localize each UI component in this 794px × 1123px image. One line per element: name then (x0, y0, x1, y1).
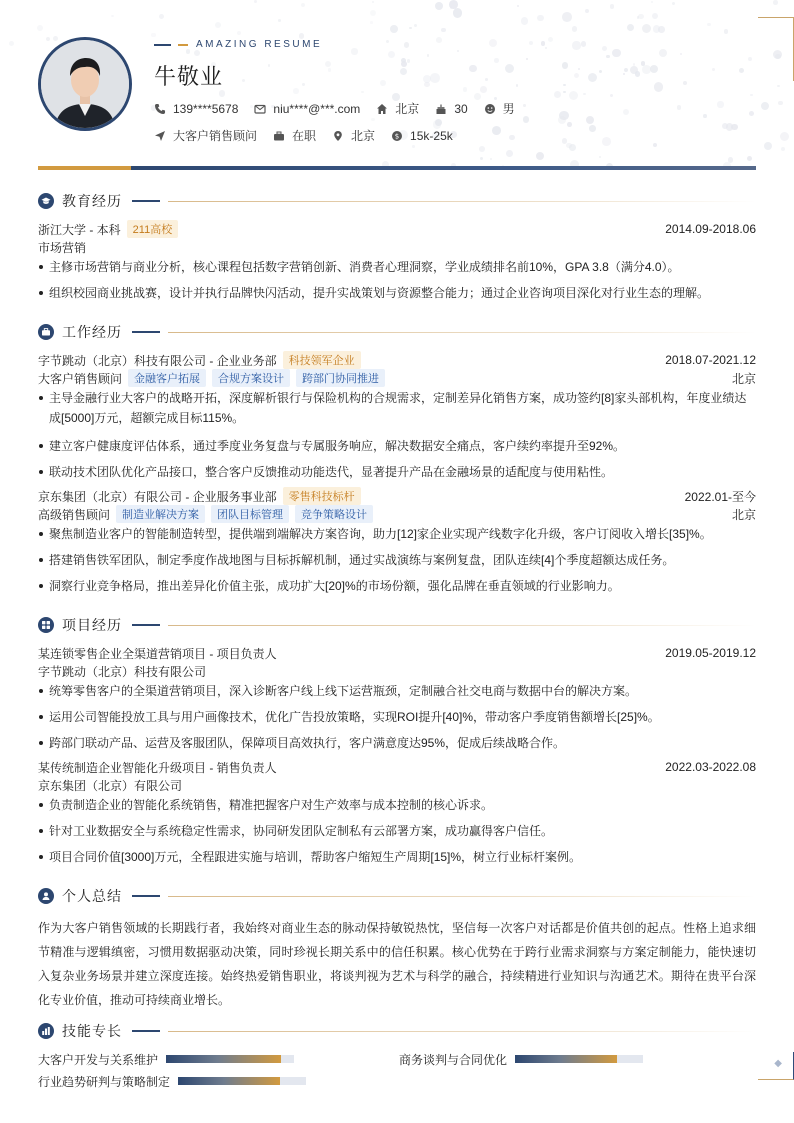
phone-item (154, 102, 238, 116)
skill-item (38, 1073, 306, 1089)
project-entry-header (38, 758, 756, 776)
job-role: 大客户销售顾问 (38, 371, 123, 386)
major: 市场营销 (38, 240, 87, 255)
corner-decoration-bottom-right (758, 1052, 794, 1080)
skill-level-bar (166, 1055, 294, 1063)
section-title-summary (38, 886, 756, 906)
briefcase-icon (273, 130, 285, 142)
company-tag: 科技领军企业 (283, 351, 361, 369)
candidate-name: 牛敬业 (154, 64, 224, 89)
section-title-projects (38, 615, 756, 635)
skill-name: 大客户开发与关系维护 (38, 1052, 159, 1067)
project-company-row (38, 776, 756, 794)
company-tag: 零售科技标杆 (283, 487, 361, 505)
list-item: 项目合同价值[3000]万元，全程跟进实施与培训，帮助客户缩短生产周期[15]%，树立行业标杆案例。 (38, 847, 756, 867)
job-entry-header (38, 487, 756, 505)
section-title-work (38, 322, 756, 342)
status-value: 在职 (292, 129, 317, 143)
money-icon (391, 130, 403, 142)
project-name: 某连锁零售企业全渠道营销项目 - 项目负责人 (38, 646, 277, 661)
target-city-value: 北京 (351, 129, 376, 143)
gender-item (484, 100, 515, 117)
company-name: 字节跳动（北京）科技有限公司 - 企业业务部 (38, 353, 277, 368)
salary-item (391, 129, 453, 143)
skill-item (399, 1051, 643, 1067)
location-value: 北京 (395, 102, 420, 116)
job-entry-header (38, 351, 756, 369)
list-item: 联动技术团队优化产品接口，整合客户反馈推动功能迭代，显著提升产品在金融场景的适配度与使用粘性。 (38, 462, 756, 482)
list-item: 针对工业数据安全与系统稳定性需求，协同研发团队定制私有云部署方案，成功赢得客户信任。 (38, 821, 756, 841)
status-item (273, 127, 316, 144)
school-tag: 211高校 (127, 220, 179, 238)
job-role-row (38, 505, 756, 523)
target-position-item (154, 127, 257, 144)
list-item: 负责制造企业的智能化系统销售，精准把握客户对生产效率与成本控制的核心诉求。 (38, 795, 756, 815)
age-value: 30 (454, 101, 468, 116)
list-item: 跨部门联动产品、运营及客服团队，保障项目高效执行，客户满意度达95%，促成后续战略合作。 (38, 733, 756, 753)
avatar (38, 37, 132, 131)
skill-level-bar (178, 1077, 306, 1085)
email-icon (254, 103, 266, 115)
list-item: 主导金融行业大客户的战略开拓，深度解析银行与保险机构的合规需求，定制差异化销售方案，成功签约[8]家头部机构，年度业绩达成[5000]万元，超额完成目标115%。 (38, 388, 756, 428)
diamond-icon: ◆ (774, 1058, 782, 1069)
target-city-item (332, 127, 375, 144)
list-item: 运用公司智能投放工具与用户画像技术，优化广告投放策略，实现ROI提升[40]%，带动客户季度销售额增长[25]%。 (38, 707, 756, 727)
location-item (376, 100, 419, 117)
section-heading: 工作经历 (62, 324, 122, 340)
school-name: 浙江大学 - 本科 (38, 222, 121, 237)
header-divider-bar (38, 166, 756, 170)
svg-text:$: $ (394, 132, 400, 141)
graduation-cap-icon (38, 193, 54, 209)
gender-value: 男 (502, 102, 515, 116)
skill-level-bar (515, 1055, 643, 1063)
phone-value: 139****5678 (173, 101, 239, 116)
education-entry-header (38, 220, 756, 238)
education-dates: 2014.09-2018.06 (665, 222, 756, 236)
age-item (435, 102, 467, 116)
target-position-value: 大客户销售顾问 (173, 129, 258, 143)
cake-icon (435, 103, 447, 115)
job-role-row (38, 369, 756, 387)
briefcase-icon (38, 324, 54, 340)
skill-tag: 制造业解决方案 (116, 505, 205, 523)
skill-name: 商务谈判与合同优化 (399, 1052, 508, 1067)
project-company: 京东集团（北京）有限公司 (38, 778, 183, 793)
user-icon (38, 888, 54, 904)
list-item: 统筹零售客户的全渠道营销项目，深入诊断客户线上线下运营瓶颈，定制融合社交电商与数据中台的解决方案。 (38, 681, 756, 701)
section-title-education (38, 191, 756, 211)
grid-icon (38, 617, 54, 633)
home-icon (376, 103, 388, 115)
face-icon (484, 103, 496, 115)
project-entry-header (38, 644, 756, 662)
list-item: 主修市场营销与商业分析，核心课程包括数字营销创新、消费者心理洞察，学业成绩排名前10%，GPA 3.8（满分4.0）。 (38, 257, 756, 277)
job-intent-row (154, 127, 469, 144)
tagline-text: AMAZING RESUME (196, 39, 323, 50)
project-dates: 2019.05-2019.12 (665, 646, 756, 660)
project-company: 字节跳动（北京）科技有限公司 (38, 664, 207, 679)
corner-decoration-top-right (758, 17, 794, 81)
tagline (154, 39, 322, 50)
job-dates: 2018.07-2021.12 (665, 353, 756, 367)
section-heading: 技能专长 (62, 1023, 122, 1039)
skill-tag: 金融客户拓展 (128, 369, 206, 387)
job-role: 高级销售顾问 (38, 507, 111, 522)
skill-name: 行业趋势研判与策略制定 (38, 1074, 171, 1089)
company-name: 京东集团（北京）有限公司 - 企业服务事业部 (38, 489, 277, 504)
project-dates: 2022.03-2022.08 (665, 760, 756, 774)
project-company-row (38, 662, 756, 680)
summary-text: 作为大客户销售领域的长期践行者，我始终对商业生态的脉动保持敏锐热忱，坚信每一次客户对话都是价值共创的起点。性格上追求细节精准与逻辑缜密，习惯用数据驱动决策，同时珍视长期关系中的信任积累。核心优势在于跨行业需求洞察与方案定制能力，能快速切入复杂业务场景并建立深度连接。始终热爱销售职业，将谈判视为艺术与科学的融合，持续精进行业知识与沟通艺术。期待在贵平台深化专业价值，推动可持续商业增长。 (38, 921, 756, 1007)
project-name: 某传统制造企业智能化升级项目 - 销售负责人 (38, 760, 277, 775)
section-heading: 项目经历 (62, 617, 122, 633)
email-item (254, 102, 360, 116)
section-title-skills (38, 1021, 756, 1041)
skill-tag: 跨部门协同推进 (296, 369, 385, 387)
skill-tag: 竞争策略设计 (295, 505, 373, 523)
email-value: niu****@***.com (273, 101, 361, 116)
list-item: 聚焦制造业客户的智能制造转型，提供端到端解决方案咨询，助力[12]家企业实现产线数字化升级，客户订阅收入增长[35]%。 (38, 524, 756, 544)
list-item: 搭建销售铁军团队，制定季度作战地图与目标拆解机制，通过实战演练与案例复盘，团队连续[4]个季度超额达成任务。 (38, 550, 756, 570)
salary-value: 15k-25k (410, 128, 453, 143)
phone-icon (154, 103, 166, 115)
contact-info-row (154, 100, 531, 117)
bar-chart-icon (38, 1023, 54, 1039)
location-pin-icon (332, 130, 344, 142)
job-dates: 2022.01-至今 (684, 489, 756, 504)
section-heading: 个人总结 (62, 888, 122, 904)
job-city: 北京 (731, 507, 756, 522)
job-city: 北京 (731, 371, 756, 386)
list-item: 洞察行业竞争格局，推出差异化价值主张，成功扩大[20]%的市场份额，强化品牌在垂直领域的行业影响力。 (38, 576, 756, 596)
send-icon (154, 130, 166, 142)
section-heading: 教育经历 (62, 193, 122, 209)
skill-tag: 合规方案设计 (212, 369, 290, 387)
major-row (38, 238, 756, 256)
list-item: 组织校园商业挑战赛，设计并执行品牌快闪活动，提升实战策划与资源整合能力；通过企业咨询项目深化对行业生态的理解。 (38, 283, 756, 303)
skill-item (38, 1051, 294, 1067)
skill-tag: 团队目标管理 (211, 505, 289, 523)
list-item: 建立客户健康度评估体系，通过季度业务复盘与专属服务响应，解决数据安全痛点，客户续约率提升至92%。 (38, 436, 756, 456)
resume-header (38, 37, 756, 167)
